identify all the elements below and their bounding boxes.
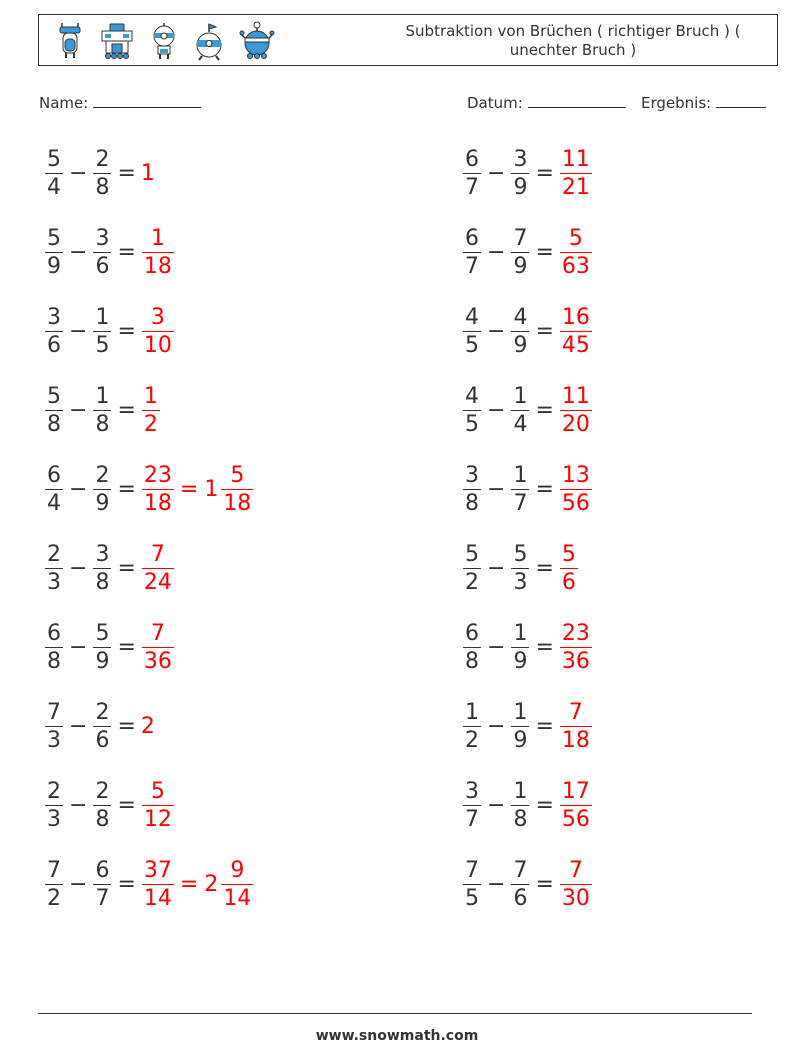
minus-sign: − <box>487 160 506 186</box>
minuend-fraction-numerator: 6 <box>465 620 479 646</box>
equals-sign: = <box>535 713 554 739</box>
minuend-fraction <box>463 304 481 359</box>
answer-fraction <box>560 541 578 596</box>
subtrahend-fraction <box>93 541 111 596</box>
equals-sign: = <box>117 160 136 186</box>
subtrahend-fraction <box>93 462 111 517</box>
answer-fraction <box>142 304 174 359</box>
equals-sign: = <box>117 318 136 344</box>
subtrahend-fraction-denominator: 9 <box>513 332 528 358</box>
subtrahend-fraction-numerator: 2 <box>95 699 110 725</box>
answer-fraction <box>560 462 592 517</box>
minus-sign: − <box>487 555 506 581</box>
answer-fraction-denominator: 10 <box>143 332 172 358</box>
minus-sign: − <box>69 160 88 186</box>
subtrahend-fraction-denominator: 7 <box>95 885 110 911</box>
subtrahend-fraction-denominator: 8 <box>513 806 528 832</box>
problem-right-1 <box>460 141 595 205</box>
problem-left-10 <box>42 852 256 916</box>
minuend-fraction <box>463 778 481 833</box>
answer-fraction-denominator: 45 <box>561 332 590 358</box>
minuend-fraction-denominator: 2 <box>465 569 479 595</box>
mixed-fraction-numerator: 9 <box>230 857 245 883</box>
subtrahend-fraction-numerator: 3 <box>513 146 528 172</box>
subtrahend-fraction-numerator: 2 <box>95 778 110 804</box>
answer-fraction <box>560 620 592 675</box>
minuend-fraction <box>45 541 63 596</box>
answer-fraction-denominator: 20 <box>561 411 590 437</box>
minuend-fraction <box>463 462 481 517</box>
subtrahend-fraction <box>511 699 529 754</box>
minuend-fraction <box>45 146 63 201</box>
result-label: Ergebnis: <box>641 94 712 112</box>
minuend-fraction-denominator: 2 <box>465 727 479 753</box>
answer-fraction-numerator: 11 <box>561 383 590 409</box>
answer-fraction <box>560 383 592 438</box>
equals-sign: = <box>535 634 554 660</box>
equals-sign: = <box>117 476 136 502</box>
subtrahend-fraction-denominator: 8 <box>95 411 110 437</box>
subtrahend-fraction-denominator: 9 <box>95 490 110 516</box>
answer-fraction <box>560 225 592 280</box>
answer-fraction <box>142 383 160 438</box>
minuend-fraction <box>45 462 63 517</box>
result-line <box>716 93 766 108</box>
subtrahend-fraction-denominator: 9 <box>95 648 110 674</box>
equals-sign: = <box>117 871 136 897</box>
minuend-fraction-denominator: 7 <box>465 253 479 279</box>
answer-fraction <box>142 857 174 912</box>
equals-sign: = <box>117 713 136 739</box>
equals-sign-mixed: = <box>179 871 199 897</box>
minuend-fraction-numerator: 4 <box>465 383 479 409</box>
minuend-fraction-numerator: 5 <box>47 225 61 251</box>
equals-sign: = <box>117 397 136 423</box>
equals-sign: = <box>535 792 554 818</box>
answer-fraction-denominator: 36 <box>561 648 590 674</box>
answer-fraction <box>560 699 592 754</box>
subtrahend-fraction-numerator: 1 <box>513 383 528 409</box>
answer-fraction-numerator: 5 <box>150 778 165 804</box>
mixed-fraction <box>221 857 253 912</box>
minuend-fraction-numerator: 5 <box>47 146 61 172</box>
minus-sign: − <box>69 318 88 344</box>
minuend-fraction-numerator: 7 <box>47 857 61 883</box>
subtrahend-fraction-denominator: 9 <box>513 648 528 674</box>
name-field <box>39 93 201 112</box>
minus-sign: − <box>69 871 88 897</box>
subtrahend-fraction-numerator: 1 <box>513 620 528 646</box>
minuend-fraction-denominator: 4 <box>47 174 61 200</box>
answer-fraction-denominator: 2 <box>143 411 158 437</box>
minuend-fraction-denominator: 7 <box>465 806 479 832</box>
minus-sign: − <box>487 239 506 265</box>
answer-fraction-denominator: 56 <box>561 490 590 516</box>
minuend-fraction-numerator: 4 <box>465 304 479 330</box>
minuend-fraction-numerator: 6 <box>47 620 61 646</box>
subtrahend-fraction-denominator: 9 <box>513 253 528 279</box>
problem-right-9 <box>460 773 595 837</box>
problem-right-8 <box>460 694 595 758</box>
subtrahend-fraction-denominator: 4 <box>513 411 528 437</box>
answer-fraction <box>560 146 592 201</box>
answer-fraction-numerator: 5 <box>561 541 576 567</box>
subtrahend-fraction <box>93 225 111 280</box>
equals-sign: = <box>535 555 554 581</box>
minus-sign: − <box>487 634 506 660</box>
subtrahend-fraction <box>93 857 111 912</box>
problem-left-7 <box>42 615 177 679</box>
problem-left-9 <box>42 773 177 837</box>
answer-fraction-numerator: 3 <box>150 304 165 330</box>
answer-fraction <box>142 225 174 280</box>
mixed-whole: 1 <box>204 476 219 502</box>
minuend-fraction-numerator: 6 <box>465 146 479 172</box>
answer-fraction-numerator: 1 <box>150 225 165 251</box>
answer-fraction-numerator: 7 <box>568 699 583 725</box>
subtrahend-fraction <box>511 462 529 517</box>
subtrahend-fraction-denominator: 6 <box>95 253 110 279</box>
subtrahend-fraction <box>511 304 529 359</box>
subtrahend-fraction-numerator: 2 <box>95 462 110 488</box>
problem-left-6 <box>42 536 177 600</box>
problem-right-2 <box>460 220 595 284</box>
minuend-fraction-denominator: 2 <box>47 885 61 911</box>
minus-sign: − <box>69 476 88 502</box>
subtrahend-fraction <box>93 699 111 754</box>
problem-left-2 <box>42 220 177 284</box>
subtrahend-fraction <box>511 225 529 280</box>
answer-fraction-denominator: 14 <box>143 885 172 911</box>
subtrahend-fraction-denominator: 8 <box>95 569 110 595</box>
subtrahend-fraction-numerator: 1 <box>95 304 110 330</box>
mixed-fraction <box>221 462 253 517</box>
answer-fraction-numerator: 23 <box>561 620 590 646</box>
minus-sign: − <box>487 871 506 897</box>
minuend-fraction-denominator: 8 <box>47 411 61 437</box>
minuend-fraction-numerator: 5 <box>465 541 479 567</box>
result-field <box>641 93 766 112</box>
problem-left-4 <box>42 378 163 442</box>
minuend-fraction-numerator: 3 <box>465 462 479 488</box>
subtrahend-fraction-numerator: 7 <box>513 857 528 883</box>
minus-sign: − <box>69 713 88 739</box>
minuend-fraction-numerator: 2 <box>47 778 61 804</box>
subtrahend-fraction-numerator: 2 <box>95 146 110 172</box>
minus-sign: − <box>69 634 88 660</box>
minuend-fraction <box>463 541 481 596</box>
answer-fraction-numerator: 7 <box>150 620 165 646</box>
minuend-fraction-denominator: 4 <box>47 490 61 516</box>
header-box <box>38 14 778 66</box>
subtrahend-fraction <box>511 146 529 201</box>
subtrahend-fraction-numerator: 1 <box>513 699 528 725</box>
minuend-fraction <box>463 699 481 754</box>
answer-integer: 1 <box>140 160 155 186</box>
problem-left-5 <box>42 457 256 521</box>
problem-right-7 <box>460 615 595 679</box>
footer-url: www.snowmath.com <box>315 1028 479 1044</box>
subtrahend-fraction-numerator: 1 <box>513 778 528 804</box>
answer-fraction-numerator: 5 <box>568 225 583 251</box>
answer-fraction-denominator: 21 <box>561 174 590 200</box>
subtrahend-fraction-numerator: 5 <box>513 541 528 567</box>
robot-1-icon <box>55 21 85 61</box>
mixed-fraction-denominator: 18 <box>223 490 252 516</box>
minuend-fraction <box>45 304 63 359</box>
minuend-fraction-denominator: 3 <box>47 727 61 753</box>
answer-fraction-numerator: 16 <box>561 304 590 330</box>
date-line <box>528 93 626 108</box>
equals-sign: = <box>117 634 136 660</box>
subtrahend-fraction-numerator: 1 <box>95 383 110 409</box>
minuend-fraction-denominator: 5 <box>465 411 479 437</box>
answer-fraction-numerator: 37 <box>143 857 172 883</box>
minuend-fraction-numerator: 6 <box>465 225 479 251</box>
date-label: Datum: <box>467 94 523 112</box>
minus-sign: − <box>487 318 506 344</box>
subtrahend-fraction-numerator: 3 <box>95 225 110 251</box>
equals-sign: = <box>117 792 136 818</box>
worksheet-title: Subtraktion von Brüchen ( richtiger Bruch ) ( unechter Bruch ) <box>405 22 741 59</box>
equals-sign: = <box>117 555 136 581</box>
subtrahend-fraction <box>511 383 529 438</box>
answer-fraction <box>560 857 592 912</box>
minus-sign: − <box>487 713 506 739</box>
minuend-fraction-denominator: 6 <box>47 332 61 358</box>
name-label: Name: <box>39 94 89 112</box>
equals-sign: = <box>535 397 554 423</box>
minuend-fraction-denominator: 9 <box>47 253 61 279</box>
minuend-fraction-denominator: 5 <box>465 332 479 358</box>
answer-fraction <box>560 778 592 833</box>
answer-fraction-numerator: 11 <box>561 146 590 172</box>
subtrahend-fraction-denominator: 5 <box>95 332 110 358</box>
subtrahend-fraction <box>511 541 529 596</box>
subtrahend-fraction-numerator: 6 <box>95 857 110 883</box>
minuend-fraction <box>463 225 481 280</box>
robot-2-icon <box>99 21 135 61</box>
minuend-fraction-numerator: 1 <box>465 699 479 725</box>
minuend-fraction <box>45 778 63 833</box>
equals-sign-mixed: = <box>179 476 199 502</box>
date-field <box>467 93 626 112</box>
minuend-fraction <box>463 146 481 201</box>
answer-fraction <box>142 462 174 517</box>
subtrahend-fraction-numerator: 3 <box>95 541 110 567</box>
problem-left-1 <box>42 141 155 205</box>
footer-divider <box>38 1013 752 1014</box>
equals-sign: = <box>535 476 554 502</box>
answer-fraction-numerator: 23 <box>143 462 172 488</box>
robot-icons <box>55 19 275 63</box>
problem-left-8 <box>42 694 155 758</box>
subtrahend-fraction-denominator: 3 <box>513 569 528 595</box>
minuend-fraction <box>45 383 63 438</box>
minuend-fraction-denominator: 3 <box>47 569 61 595</box>
minuend-fraction-numerator: 6 <box>47 462 61 488</box>
mixed-whole: 2 <box>204 871 219 897</box>
answer-fraction-denominator: 12 <box>143 806 172 832</box>
minus-sign: − <box>487 476 506 502</box>
subtrahend-fraction-denominator: 7 <box>513 490 528 516</box>
mixed-fraction-numerator: 5 <box>230 462 245 488</box>
robot-3-icon <box>149 21 179 61</box>
problem-right-5 <box>460 457 595 521</box>
minus-sign: − <box>69 792 88 818</box>
problem-right-6 <box>460 536 581 600</box>
subtrahend-fraction <box>93 620 111 675</box>
problem-right-10 <box>460 852 595 916</box>
answer-integer: 2 <box>140 713 155 739</box>
answer-fraction-denominator: 18 <box>561 727 590 753</box>
subtrahend-fraction <box>511 857 529 912</box>
minuend-fraction-numerator: 7 <box>47 699 61 725</box>
minuend-fraction <box>45 620 63 675</box>
subtrahend-fraction-denominator: 6 <box>95 727 110 753</box>
subtrahend-fraction <box>93 304 111 359</box>
answer-fraction-denominator: 6 <box>561 569 576 595</box>
minus-sign: − <box>69 397 88 423</box>
subtrahend-fraction-numerator: 1 <box>513 462 528 488</box>
minuend-fraction-denominator: 5 <box>465 885 479 911</box>
subtrahend-fraction-numerator: 7 <box>513 225 528 251</box>
subtrahend-fraction-denominator: 9 <box>513 174 528 200</box>
answer-fraction-denominator: 63 <box>561 253 590 279</box>
subtrahend-fraction <box>511 620 529 675</box>
answer-fraction-denominator: 18 <box>143 490 172 516</box>
subtrahend-fraction <box>511 778 529 833</box>
minuend-fraction-numerator: 2 <box>47 541 61 567</box>
robot-4-icon <box>193 21 225 61</box>
answer-fraction-denominator: 30 <box>561 885 590 911</box>
minuend-fraction <box>463 383 481 438</box>
equals-sign: = <box>535 871 554 897</box>
minus-sign: − <box>487 792 506 818</box>
answer-fraction-numerator: 17 <box>561 778 590 804</box>
answer-fraction-denominator: 56 <box>561 806 590 832</box>
equals-sign: = <box>535 239 554 265</box>
minuend-fraction <box>45 857 63 912</box>
answer-fraction-numerator: 1 <box>143 383 158 409</box>
equals-sign: = <box>535 318 554 344</box>
answer-fraction-numerator: 7 <box>150 541 165 567</box>
answer-fraction-denominator: 18 <box>143 253 172 279</box>
subtrahend-fraction-denominator: 9 <box>513 727 528 753</box>
answer-fraction-denominator: 24 <box>143 569 172 595</box>
minuend-fraction <box>45 225 63 280</box>
minuend-fraction-numerator: 3 <box>465 778 479 804</box>
subtrahend-fraction-numerator: 4 <box>513 304 528 330</box>
subtrahend-fraction-denominator: 8 <box>95 174 110 200</box>
minus-sign: − <box>69 239 88 265</box>
minus-sign: − <box>69 555 88 581</box>
minuend-fraction-denominator: 3 <box>47 806 61 832</box>
minuend-fraction-denominator: 8 <box>465 648 479 674</box>
minuend-fraction-denominator: 7 <box>465 174 479 200</box>
minuend-fraction-denominator: 8 <box>47 648 61 674</box>
minuend-fraction-numerator: 7 <box>465 857 479 883</box>
mixed-fraction-denominator: 14 <box>223 885 252 911</box>
subtrahend-fraction-numerator: 5 <box>95 620 110 646</box>
minuend-fraction-numerator: 5 <box>47 383 61 409</box>
minuend-fraction-denominator: 8 <box>465 490 479 516</box>
subtrahend-fraction-denominator: 6 <box>513 885 528 911</box>
minus-sign: − <box>487 397 506 423</box>
minuend-fraction <box>463 620 481 675</box>
answer-fraction <box>560 304 592 359</box>
minuend-fraction <box>463 857 481 912</box>
answer-fraction-numerator: 7 <box>568 857 583 883</box>
subtrahend-fraction <box>93 383 111 438</box>
answer-fraction-denominator: 36 <box>143 648 172 674</box>
answer-fraction <box>142 620 174 675</box>
equals-sign: = <box>117 239 136 265</box>
subtrahend-fraction <box>93 146 111 201</box>
subtrahend-fraction-denominator: 8 <box>95 806 110 832</box>
minuend-fraction-numerator: 3 <box>47 304 61 330</box>
problem-left-3 <box>42 299 177 363</box>
answer-fraction <box>142 778 174 833</box>
minuend-fraction <box>45 699 63 754</box>
name-line <box>93 93 201 108</box>
answer-fraction-numerator: 13 <box>561 462 590 488</box>
subtrahend-fraction <box>93 778 111 833</box>
equals-sign: = <box>535 160 554 186</box>
problem-right-3 <box>460 299 595 363</box>
problem-right-4 <box>460 378 595 442</box>
answer-fraction <box>142 541 174 596</box>
robot-5-icon <box>239 21 275 61</box>
